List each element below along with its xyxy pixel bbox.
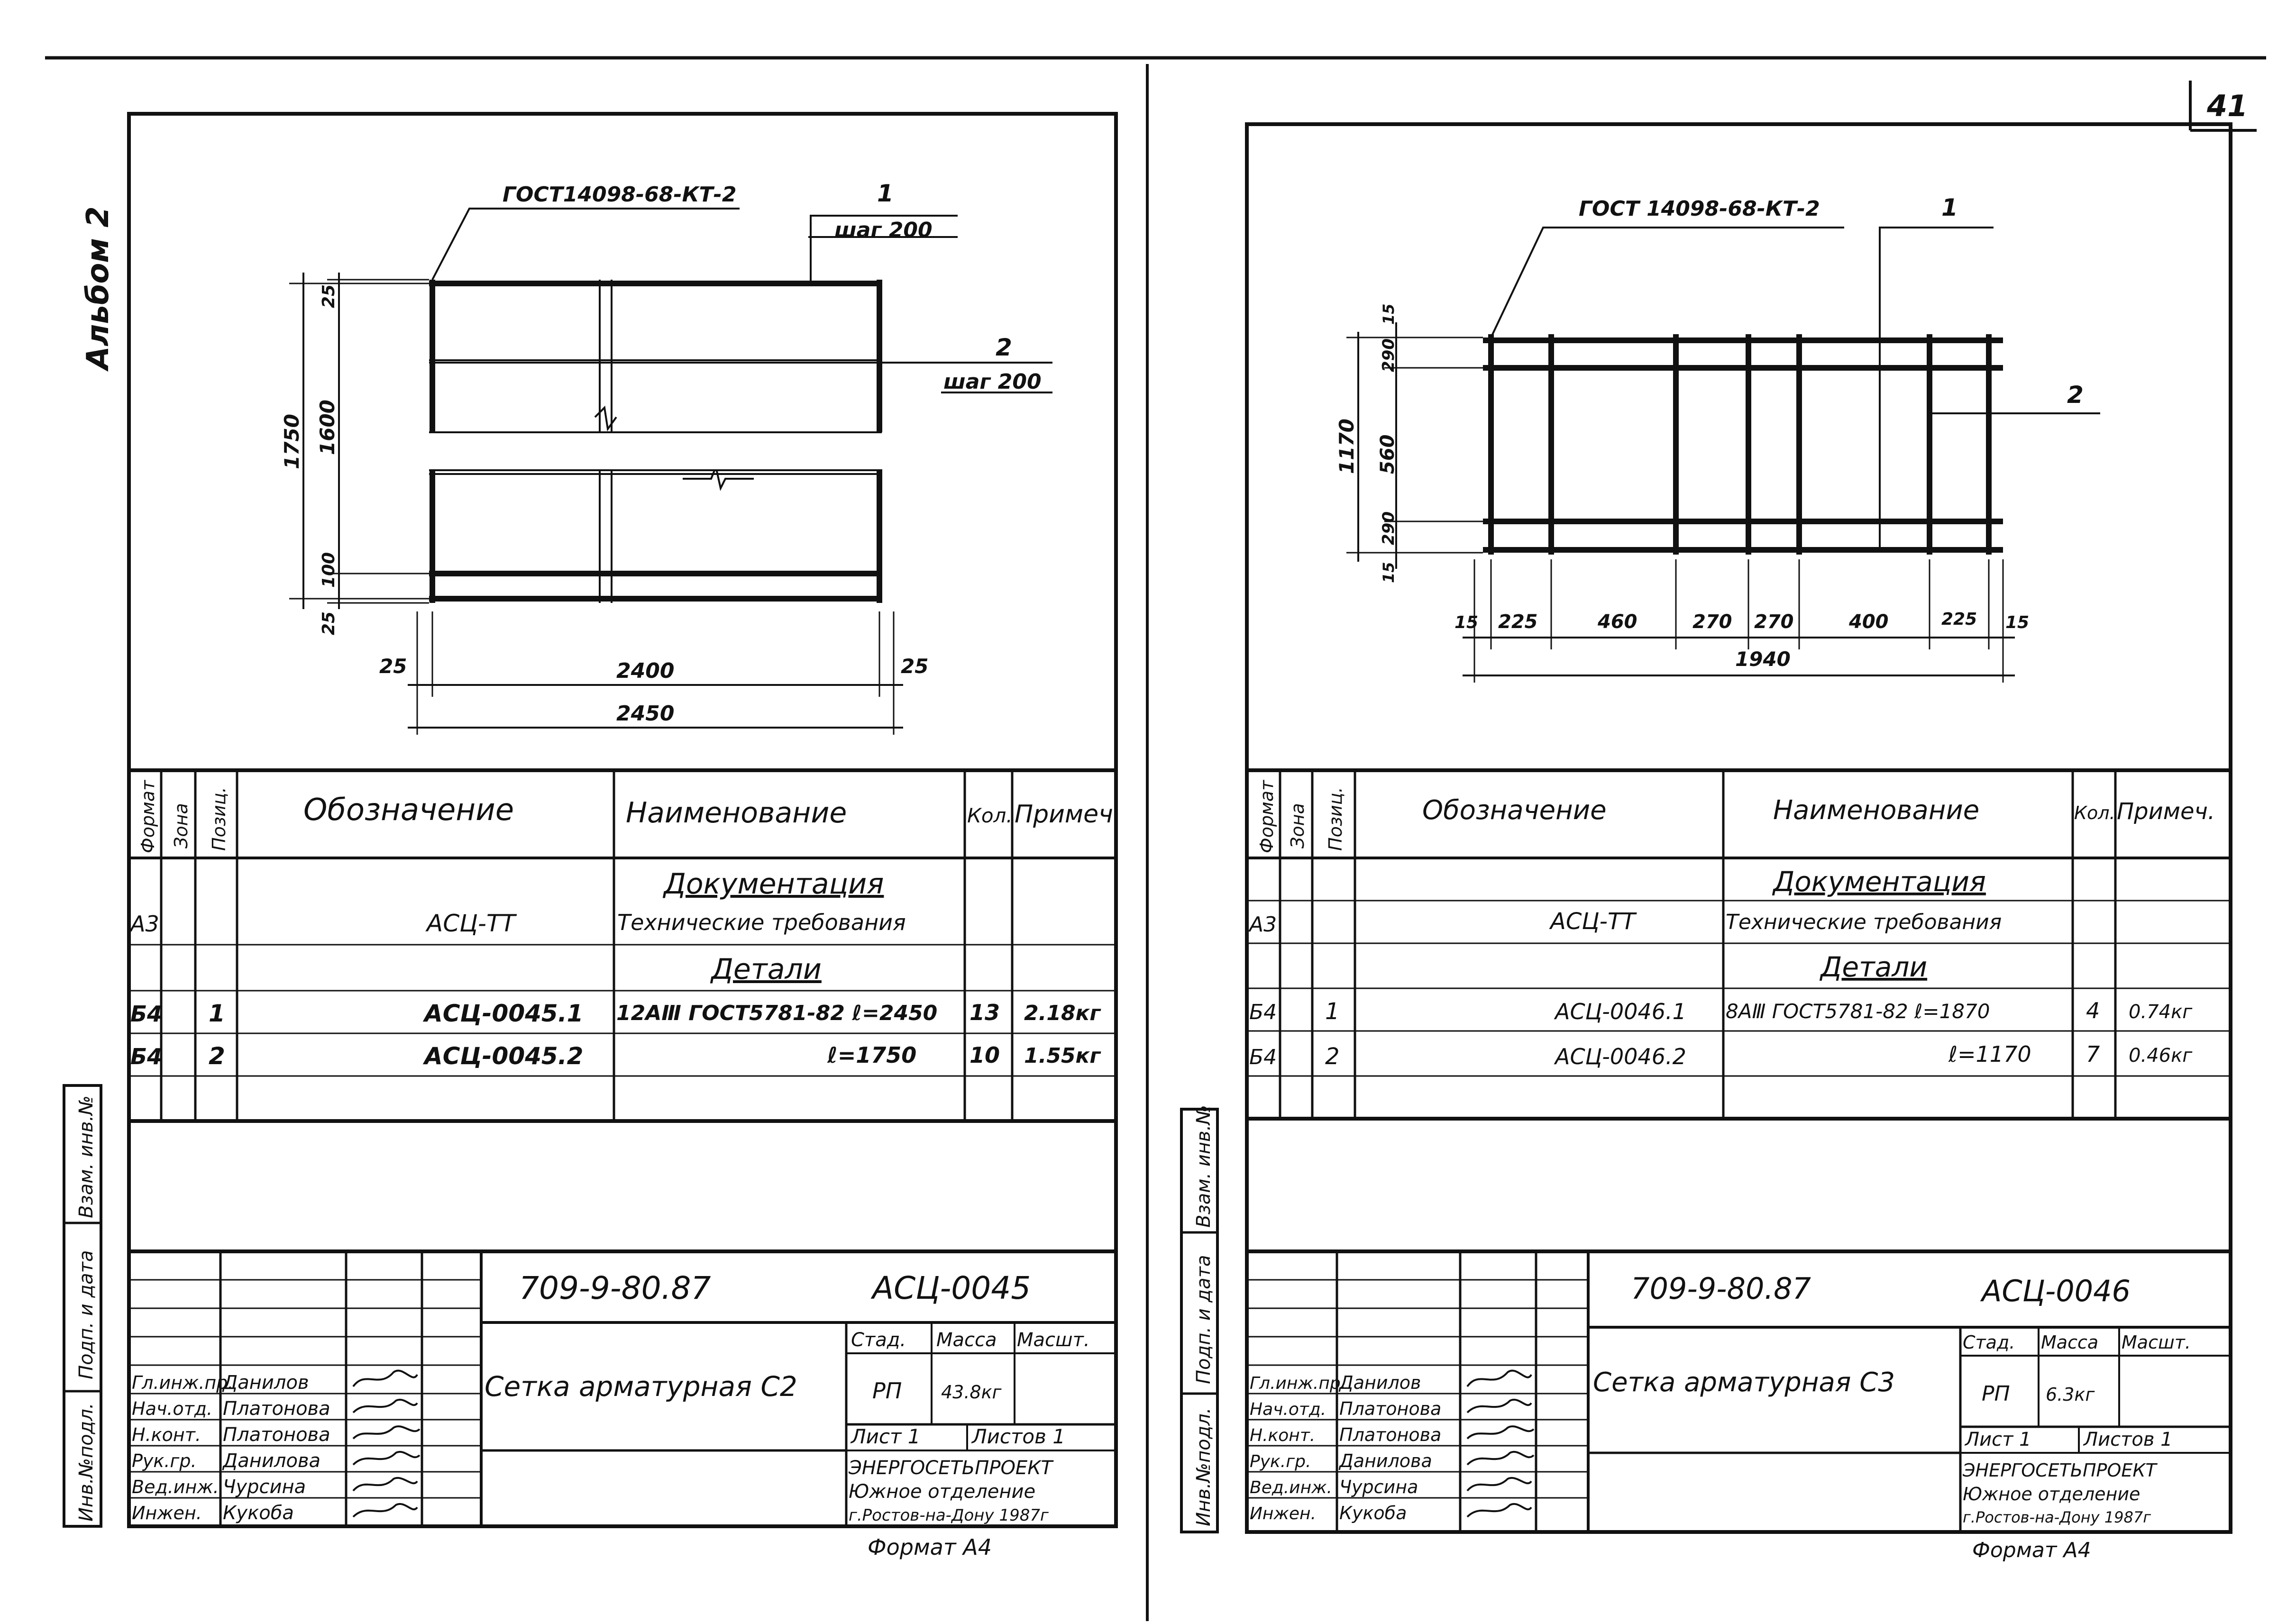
person: Платонова [223, 1398, 330, 1420]
signatures [353, 1371, 420, 1517]
person: Платонова [1339, 1398, 1442, 1419]
dim: 1600 [316, 400, 339, 455]
album-label: Альбом 2 [81, 206, 116, 370]
dim: 560 [1377, 434, 1399, 474]
dim: 290 [1379, 338, 1398, 372]
mass-label: Масса [2041, 1332, 2099, 1353]
row-designation: АСЦ-ТТ [1550, 908, 1636, 935]
org-name: ЭНЕРГОСЕТЬПРОЕКТ [1963, 1460, 2157, 1481]
role: Гл.инж.пр. [132, 1372, 234, 1393]
person: Кукоба [223, 1502, 294, 1524]
row-note: 1.55кг [1024, 1044, 1101, 1068]
pos1-label: 1 [877, 180, 894, 207]
col-name: Наименование [626, 796, 847, 830]
row-format: Б4 [130, 1044, 163, 1069]
col-pos: Позиц. [209, 787, 229, 851]
row-format: Б4 [1249, 1000, 1277, 1024]
pos2-label: 2 [2067, 381, 2084, 409]
stage-label: Стад. [851, 1329, 906, 1351]
org-branch: Южное отделение [849, 1481, 1036, 1503]
row-qty: 10 [970, 1042, 1000, 1068]
person: Платонова [223, 1424, 330, 1446]
row-note: 0.74кг [2129, 1001, 2193, 1023]
section-docs: Документация [664, 867, 884, 901]
pos2-label: 2 [996, 334, 1012, 361]
dim: 460 [1598, 611, 1637, 633]
col-zone: Зона [171, 803, 192, 848]
format-note: Формат А4 [868, 1534, 992, 1560]
person: Данилов [1339, 1372, 1421, 1393]
doc-code: АСЦ-0046 [1982, 1274, 2131, 1308]
role: Вед.инж. [1250, 1478, 1332, 1497]
role: Рук.гр. [132, 1450, 197, 1471]
row-qty: 4 [2086, 998, 2100, 1023]
sheet-left [64, 114, 1121, 1560]
dim: 2450 [616, 702, 675, 726]
side-label-sign: Подп. и дата [75, 1250, 97, 1379]
row-qty: 7 [2086, 1041, 2100, 1067]
row-name: ℓ=1750 [827, 1042, 917, 1068]
row-format: Б4 [130, 1001, 163, 1027]
row-name: ℓ=1170 [1948, 1041, 2031, 1067]
sheet-value: Лист 1 [851, 1425, 921, 1448]
doc-number: 709-9-80.87 [1631, 1271, 1811, 1306]
side-label-sign: Подп. и дата [1193, 1255, 1215, 1384]
doc-number: 709-9-80.87 [519, 1270, 711, 1306]
page-number: 41 [2207, 89, 2248, 123]
sheets-value: Листов 1 [2084, 1429, 2173, 1450]
row-pos: 2 [209, 1042, 225, 1070]
row-designation: АСЦ-0046.1 [1555, 999, 1686, 1024]
callouts-right [1491, 194, 2100, 552]
dim: 15 [2005, 613, 2030, 632]
dim: 15 [1380, 562, 1398, 583]
pos1-label: 1 [1941, 194, 1958, 221]
mesh-drawing-c3 [1483, 334, 2003, 555]
section-docs: Документация [1773, 866, 1986, 898]
person: Платонова [1339, 1424, 1442, 1445]
row-name: Технические требования [617, 910, 906, 935]
col-note: Примеч. [1015, 800, 1121, 829]
section-parts: Детали [711, 953, 822, 986]
org-city: г.Ростов-на-Дону 1987г [849, 1506, 1049, 1525]
mass-value: 6.3кг [2046, 1384, 2095, 1405]
sheet-value: Лист 1 [1965, 1429, 2031, 1450]
gost-callout: ГОСТ 14098-68-КТ-2 [1579, 197, 1820, 221]
dimensions-right [1335, 303, 2029, 683]
org-city: г.Ростов-на-Дону 1987г [1963, 1508, 2151, 1526]
break-mark [595, 408, 616, 429]
dim: 270 [1692, 611, 1732, 633]
scale-label: Масшт. [1017, 1329, 1090, 1351]
dim: 1170 [1335, 419, 1358, 474]
dim: 25 [379, 655, 407, 678]
callouts-left [429, 180, 1052, 394]
stage-value: РП [872, 1378, 902, 1404]
row-pos: 1 [209, 1000, 225, 1027]
doc-title: Сетка арматурная С3 [1593, 1367, 1895, 1398]
sheet-right [1181, 124, 2231, 1562]
col-name: Наименование [1773, 795, 1980, 826]
scale-label: Масшт. [2122, 1332, 2191, 1353]
doc-code: АСЦ-0045 [872, 1270, 1031, 1306]
role: Рук.гр. [1250, 1452, 1311, 1471]
col-pos: Позиц. [1325, 787, 1346, 851]
person: Данилова [223, 1450, 321, 1472]
pos1-pitch: шаг 200 [834, 218, 933, 242]
title-block-left [129, 1251, 1116, 1526]
row-format: Б4 [1249, 1045, 1277, 1069]
row-qty: 13 [970, 1000, 1000, 1025]
sheet-right-side-stamp [1181, 1105, 1217, 1532]
spec-table-right [1247, 770, 2231, 1119]
side-label-inv: Инв.№подл. [75, 1403, 97, 1522]
row-designation: АСЦ-0045.1 [424, 1000, 584, 1027]
person: Кукоба [1339, 1503, 1407, 1523]
role: Н.конт. [132, 1424, 201, 1445]
row-pos: 2 [1325, 1043, 1340, 1070]
person: Данилов [223, 1372, 309, 1394]
dimensions-left [280, 273, 928, 735]
mass-label: Масса [936, 1329, 997, 1351]
stage-value: РП [1982, 1382, 2010, 1406]
row-format: А3 [1249, 912, 1277, 937]
dim: 15 [1380, 303, 1398, 325]
col-designation: Обозначение [1422, 795, 1607, 826]
dim: 25 [319, 284, 338, 308]
role: Нач.отд. [1250, 1400, 1326, 1419]
row-designation: АСЦ-0045.2 [424, 1042, 584, 1070]
col-qty: Кол. [2074, 802, 2115, 823]
row-name: 12АⅢ ГОСТ5781-82 ℓ=2450 [616, 1001, 938, 1025]
role: Инжен. [1250, 1504, 1317, 1523]
sheet-right-frame [1247, 124, 2231, 1532]
title-block-right [1247, 1251, 2231, 1532]
dim: 225 [1498, 611, 1538, 633]
role: Н.конт. [1250, 1426, 1316, 1445]
dim: 100 [319, 552, 338, 588]
role: Нач.отд. [132, 1398, 213, 1419]
dim: 25 [319, 611, 338, 635]
col-note: Примеч. [2117, 798, 2215, 825]
dim: 225 [1941, 610, 1977, 629]
person: Чурсина [223, 1476, 306, 1498]
doc-title: Сетка арматурная С2 [485, 1370, 797, 1403]
side-label-inv: Инв.№подл. [1193, 1407, 1215, 1526]
dim: 1750 [280, 414, 303, 469]
row-note: 0.46кг [2129, 1045, 2193, 1067]
row-name: Технические требования [1726, 910, 2002, 934]
role: Гл.инж.пр. [1250, 1374, 1346, 1393]
side-label-instead: Взам. инв.№ [1193, 1105, 1215, 1228]
gost-callout: ГОСТ14098-68-КТ-2 [503, 182, 737, 207]
row-name: 8АⅢ ГОСТ5781-82 ℓ=1870 [1726, 1000, 1990, 1023]
mesh-drawing-c2 [429, 280, 884, 603]
section-parts: Детали [1820, 951, 1928, 983]
col-format: Формат [1256, 780, 1277, 853]
dim: 25 [901, 655, 929, 678]
row-pos: 1 [1325, 998, 1340, 1025]
col-designation: Обозначение [303, 793, 514, 828]
stage-label: Стад. [1963, 1332, 2015, 1353]
person: Чурсина [1339, 1477, 1418, 1497]
role: Вед.инж. [132, 1477, 219, 1497]
col-zone: Зона [1287, 803, 1308, 848]
dim: 15 [1454, 613, 1479, 632]
sheets-value: Листов 1 [972, 1425, 1065, 1448]
row-designation: АСЦ-0046.2 [1555, 1044, 1686, 1069]
col-qty: Кол. [967, 804, 1013, 827]
dim: 2400 [616, 659, 675, 683]
dim: 400 [1849, 611, 1889, 633]
row-designation: АСЦ-ТТ [427, 910, 516, 937]
role: Инжен. [132, 1503, 202, 1523]
row-note: 2.18кг [1024, 1001, 1101, 1025]
col-format: Формат [137, 780, 158, 853]
row-format: А3 [130, 911, 159, 937]
sheet-left-side-stamp [64, 1085, 101, 1526]
spec-table-left [129, 770, 1121, 1121]
org-name: ЭНЕРГОСЕТЬПРОЕКТ [849, 1457, 1053, 1479]
signatures [1467, 1371, 1534, 1517]
person: Данилова [1339, 1450, 1432, 1471]
org-branch: Южное отделение [1963, 1484, 2140, 1504]
pos2-pitch: шаг 200 [943, 370, 1042, 394]
mass-value: 43.8кг [941, 1382, 1002, 1403]
side-label-instead: Взам. инв.№ [75, 1095, 97, 1218]
dim: 290 [1379, 511, 1398, 545]
format-note: Формат А4 [1972, 1538, 2091, 1562]
dim: 270 [1754, 611, 1794, 633]
dim: 1940 [1735, 647, 1791, 671]
